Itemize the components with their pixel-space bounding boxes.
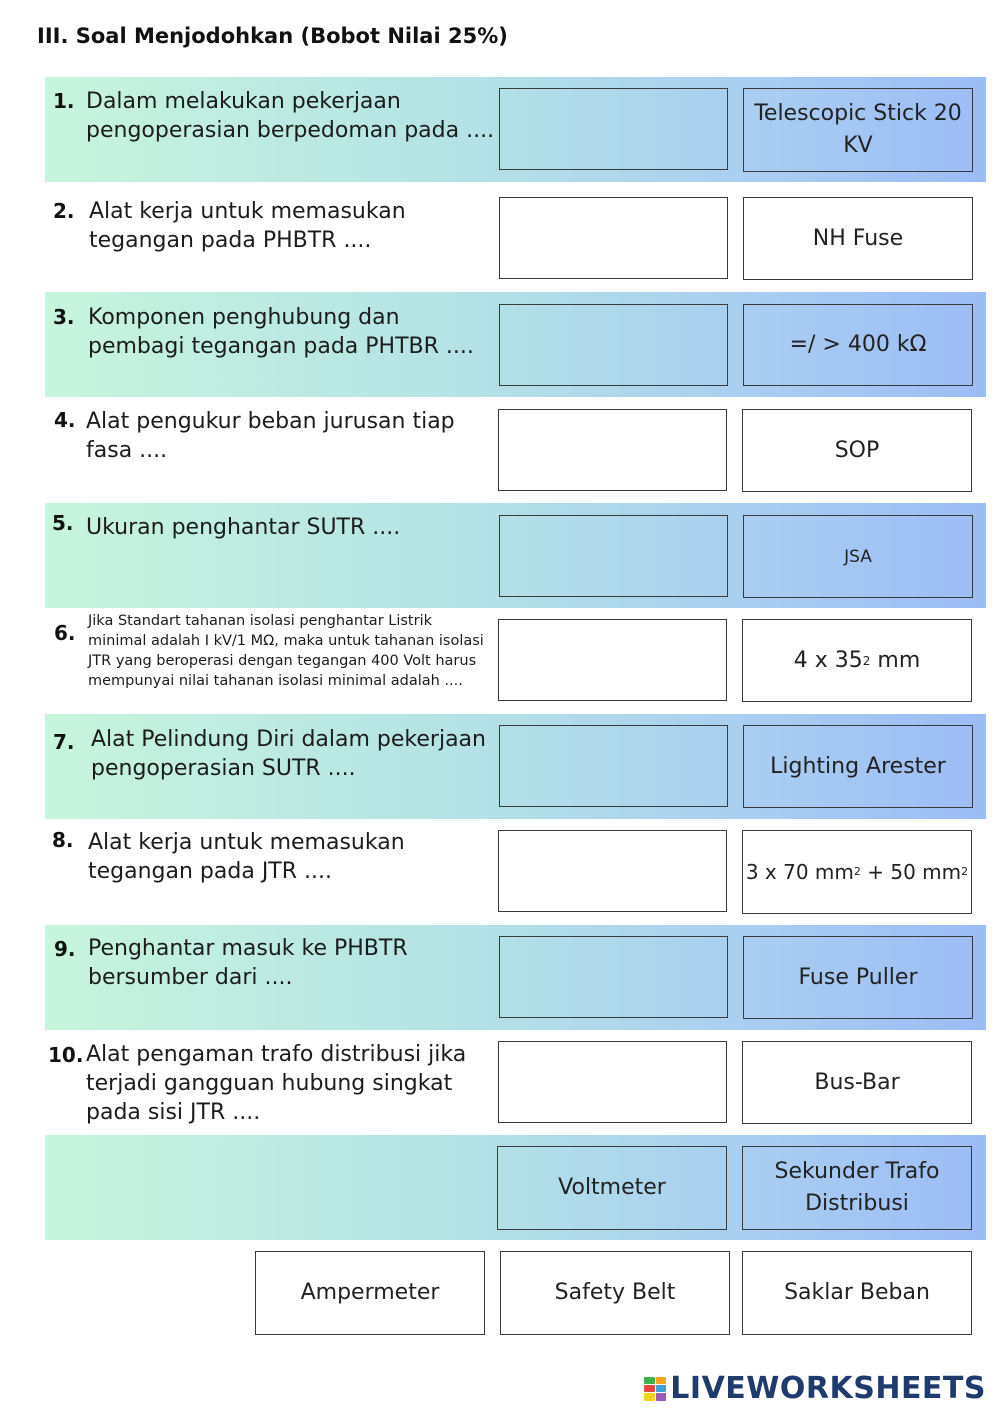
answer-option-card[interactable]: Saklar Beban — [742, 1251, 972, 1335]
liveworksheets-logo-icon — [644, 1377, 666, 1401]
answer-option-card[interactable]: Ampermeter — [255, 1251, 485, 1335]
answer-option-card[interactable]: Bus-Bar — [742, 1041, 972, 1124]
question-text: Ukuran penghantar SUTR .... — [86, 515, 401, 540]
question-number: 7. — [53, 730, 75, 754]
question-number: 4. — [54, 408, 76, 432]
answer-option-card[interactable]: Voltmeter — [497, 1146, 727, 1230]
question-text: Dalam melakukan pekerjaan pengoperasian berpedoman pada .... — [86, 89, 495, 143]
question-text: Penghantar masuk ke PHBTR bersumber dari .... — [88, 936, 408, 990]
question-number: 10. — [48, 1043, 84, 1067]
answer-drop-zone-9[interactable] — [499, 936, 728, 1018]
question-number: 5. — [52, 511, 74, 535]
answer-option-card[interactable]: 4 x 35 2 mm — [742, 619, 972, 702]
answer-drop-zone-7[interactable] — [499, 725, 728, 807]
answer-drop-zone-6[interactable] — [498, 619, 727, 701]
answer-drop-zone-4[interactable] — [498, 409, 727, 491]
question-number: 2. — [53, 199, 75, 223]
question-number: 8. — [52, 828, 74, 852]
answer-option-card[interactable]: Safety Belt — [500, 1251, 730, 1335]
question-text: Alat kerja untuk memasukan tegangan pada JTR .... — [88, 830, 405, 884]
answer-drop-zone-3[interactable] — [499, 304, 728, 386]
answer-option-card[interactable]: Telescopic Stick 20 KV — [743, 88, 973, 172]
answer-drop-zone-5[interactable] — [499, 515, 728, 597]
answer-option-card[interactable]: =/ > 400 kΩ — [743, 304, 973, 386]
answer-option-card[interactable]: Lighting Arester — [743, 725, 973, 808]
answer-drop-zone-10[interactable] — [498, 1041, 727, 1123]
question-text: Komponen penghubung dan pembagi tegangan pada PHTBR .... — [88, 305, 474, 359]
answer-option-card[interactable]: Sekunder Trafo Distribusi — [742, 1146, 972, 1230]
answer-option-card[interactable]: SOP — [742, 409, 972, 492]
question-text: Alat pengaman trafo distribusi jika terjadi gangguan hubung singkat pada sisi JTR .... — [86, 1042, 467, 1125]
brand-text: LIVEWORKSHEETS — [670, 1371, 986, 1406]
question-number: 9. — [54, 937, 76, 961]
question-text: Alat Pelindung Diri dalam pekerjaan pengoperasian SUTR .... — [91, 727, 486, 781]
answer-drop-zone-2[interactable] — [499, 197, 728, 279]
page-title: III. Soal Menjodohkan (Bobot Nilai 25%) — [37, 24, 508, 48]
answer-option-card[interactable]: JSA — [743, 515, 973, 598]
option-unit: mm — [870, 647, 921, 673]
answer-option-card[interactable]: 3 x 70 mm 2 + 50 mm 2 — [742, 830, 972, 914]
question-number: 1. — [53, 89, 75, 113]
question-text: Alat pengukur beban jurusan tiap fasa .... — [86, 409, 455, 463]
option-text: + 50 mm — [860, 860, 962, 884]
question-number: 6. — [54, 621, 76, 645]
option-text: 3 x 70 mm — [745, 860, 854, 884]
option-text: 4 x 35 — [793, 647, 863, 673]
answer-option-card[interactable]: NH Fuse — [743, 197, 973, 280]
answer-drop-zone-1[interactable] — [499, 88, 728, 170]
answer-option-card[interactable]: Fuse Puller — [743, 936, 973, 1019]
question-number: 3. — [53, 305, 75, 329]
answer-drop-zone-8[interactable] — [498, 830, 727, 912]
question-text: Jika Standart tahanan isolasi penghantar Listrik minimal adalah I kV/1 MΩ, maka untuk tahanan isolasi JTR yang beroperasi dengan tegangan 400 Volt harus mempunyai nilai tahanan isolasi minimal adalah .... — [88, 613, 484, 689]
question-text: Alat kerja untuk memasukan tegangan pada PHBTR .... — [89, 199, 406, 253]
liveworksheets-brand — [644, 1371, 986, 1406]
